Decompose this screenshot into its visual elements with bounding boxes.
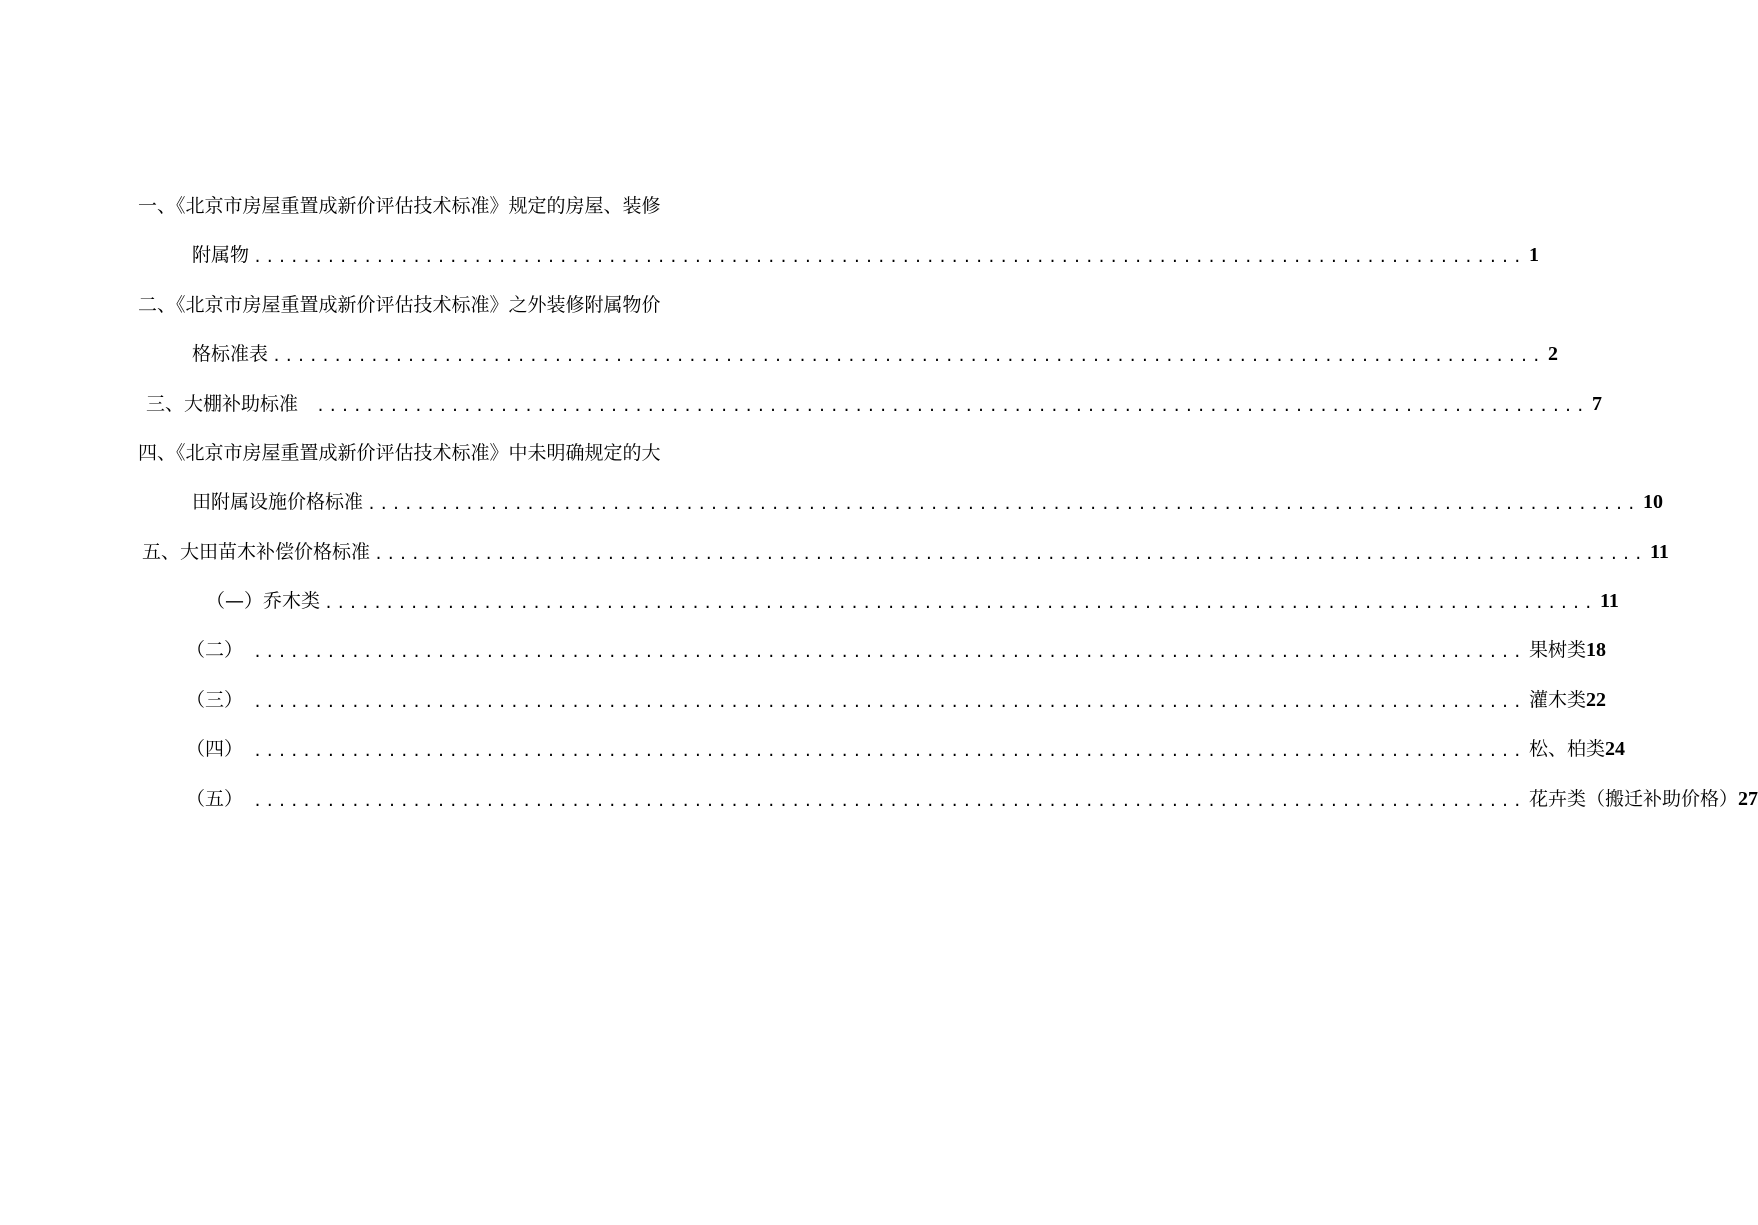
toc-sub-2-line[interactable]	[186, 635, 1607, 665]
toc-sub-5-page: 27	[1738, 788, 1758, 810]
toc-entry-2-line[interactable]	[192, 339, 1559, 369]
toc-entry-5-line[interactable]	[142, 537, 1669, 567]
toc-entry-3-page: 7	[1592, 393, 1603, 415]
toc-entry-4-line[interactable]	[192, 487, 1664, 517]
toc-sub-1-line[interactable]	[206, 586, 1619, 616]
leader-dots: ........................................................................................................	[253, 792, 1526, 810]
toc-sub-3-label: （三）	[186, 689, 244, 711]
toc-entry-5-page: 11	[1650, 541, 1669, 563]
toc-sub-2-label: （二）	[186, 639, 244, 661]
toc-sub-4-title: 松、柏类	[1529, 738, 1606, 760]
leader-dots: ........................................................................................................	[374, 545, 1647, 563]
toc-entry-1-title	[138, 191, 758, 221]
leader-dots: ........................................................................................................	[253, 693, 1526, 711]
toc-sub-1-label: （—）乔木类	[206, 590, 321, 612]
toc-entry-2-page: 2	[1548, 343, 1559, 365]
toc-sub-3-page: 22	[1586, 689, 1607, 711]
toc-sub-5-title: 花卉类（搬迁补助价格）	[1529, 788, 1739, 810]
toc-sub-2-page: 18	[1586, 639, 1607, 661]
toc-entry-1-title-text: 一、《北京市房屋重置成新价评估技术标准》规定的房屋、装修	[138, 195, 661, 217]
leader-dots: ........................................................................................................	[253, 643, 1526, 661]
toc-entry-1-line[interactable]	[192, 240, 1540, 270]
toc-entry-4-continuation: 田附属设施价格标准	[192, 491, 364, 513]
toc-sub-3-title: 灌木类	[1529, 689, 1587, 711]
leader-dots: ........................................................................................................	[253, 248, 1526, 266]
leader-dots: ........................................................................................................	[324, 594, 1597, 612]
toc-sub-2-title: 果树类	[1529, 639, 1587, 661]
toc-entry-3-line[interactable]	[146, 389, 1603, 419]
toc-entry-5-title-text: 五、大田苗木补偿价格标准	[142, 541, 371, 563]
toc-sub-5-line[interactable]	[186, 784, 1758, 814]
toc-sub-1-page: 11	[1600, 590, 1619, 612]
toc-entry-3-title-text: 三、大棚补助标准	[146, 393, 299, 415]
toc-sub-4-page: 24	[1605, 738, 1626, 760]
leader-dots: ........................................................................................................	[367, 495, 1640, 513]
toc-entry-2-title-text: 二、《北京市房屋重置成新价评估技术标准》之外装修附属物价	[138, 294, 661, 316]
toc-sub-4-line[interactable]	[186, 734, 1626, 764]
toc-entry-4-title-text: 四、《北京市房屋重置成新价评估技术标准》中未明确规定的大	[138, 442, 661, 464]
toc-entry-2-continuation: 格标准表	[192, 343, 269, 365]
leader-dots: ........................................................................................................	[316, 397, 1589, 415]
leader-dots: ........................................................................................................	[272, 347, 1545, 365]
toc-sub-3-line[interactable]	[186, 685, 1607, 715]
toc-entry-1-continuation: 附属物	[192, 244, 250, 266]
toc-entry-4-title	[138, 438, 758, 468]
leader-dots: ........................................................................................................	[253, 742, 1526, 760]
toc-entry-2-title	[138, 290, 758, 320]
toc-entry-4-page: 10	[1643, 491, 1664, 513]
toc-sub-5-label: （五）	[186, 788, 244, 810]
toc-sub-4-label: （四）	[186, 738, 244, 760]
toc-entry-1-page: 1	[1529, 244, 1540, 266]
